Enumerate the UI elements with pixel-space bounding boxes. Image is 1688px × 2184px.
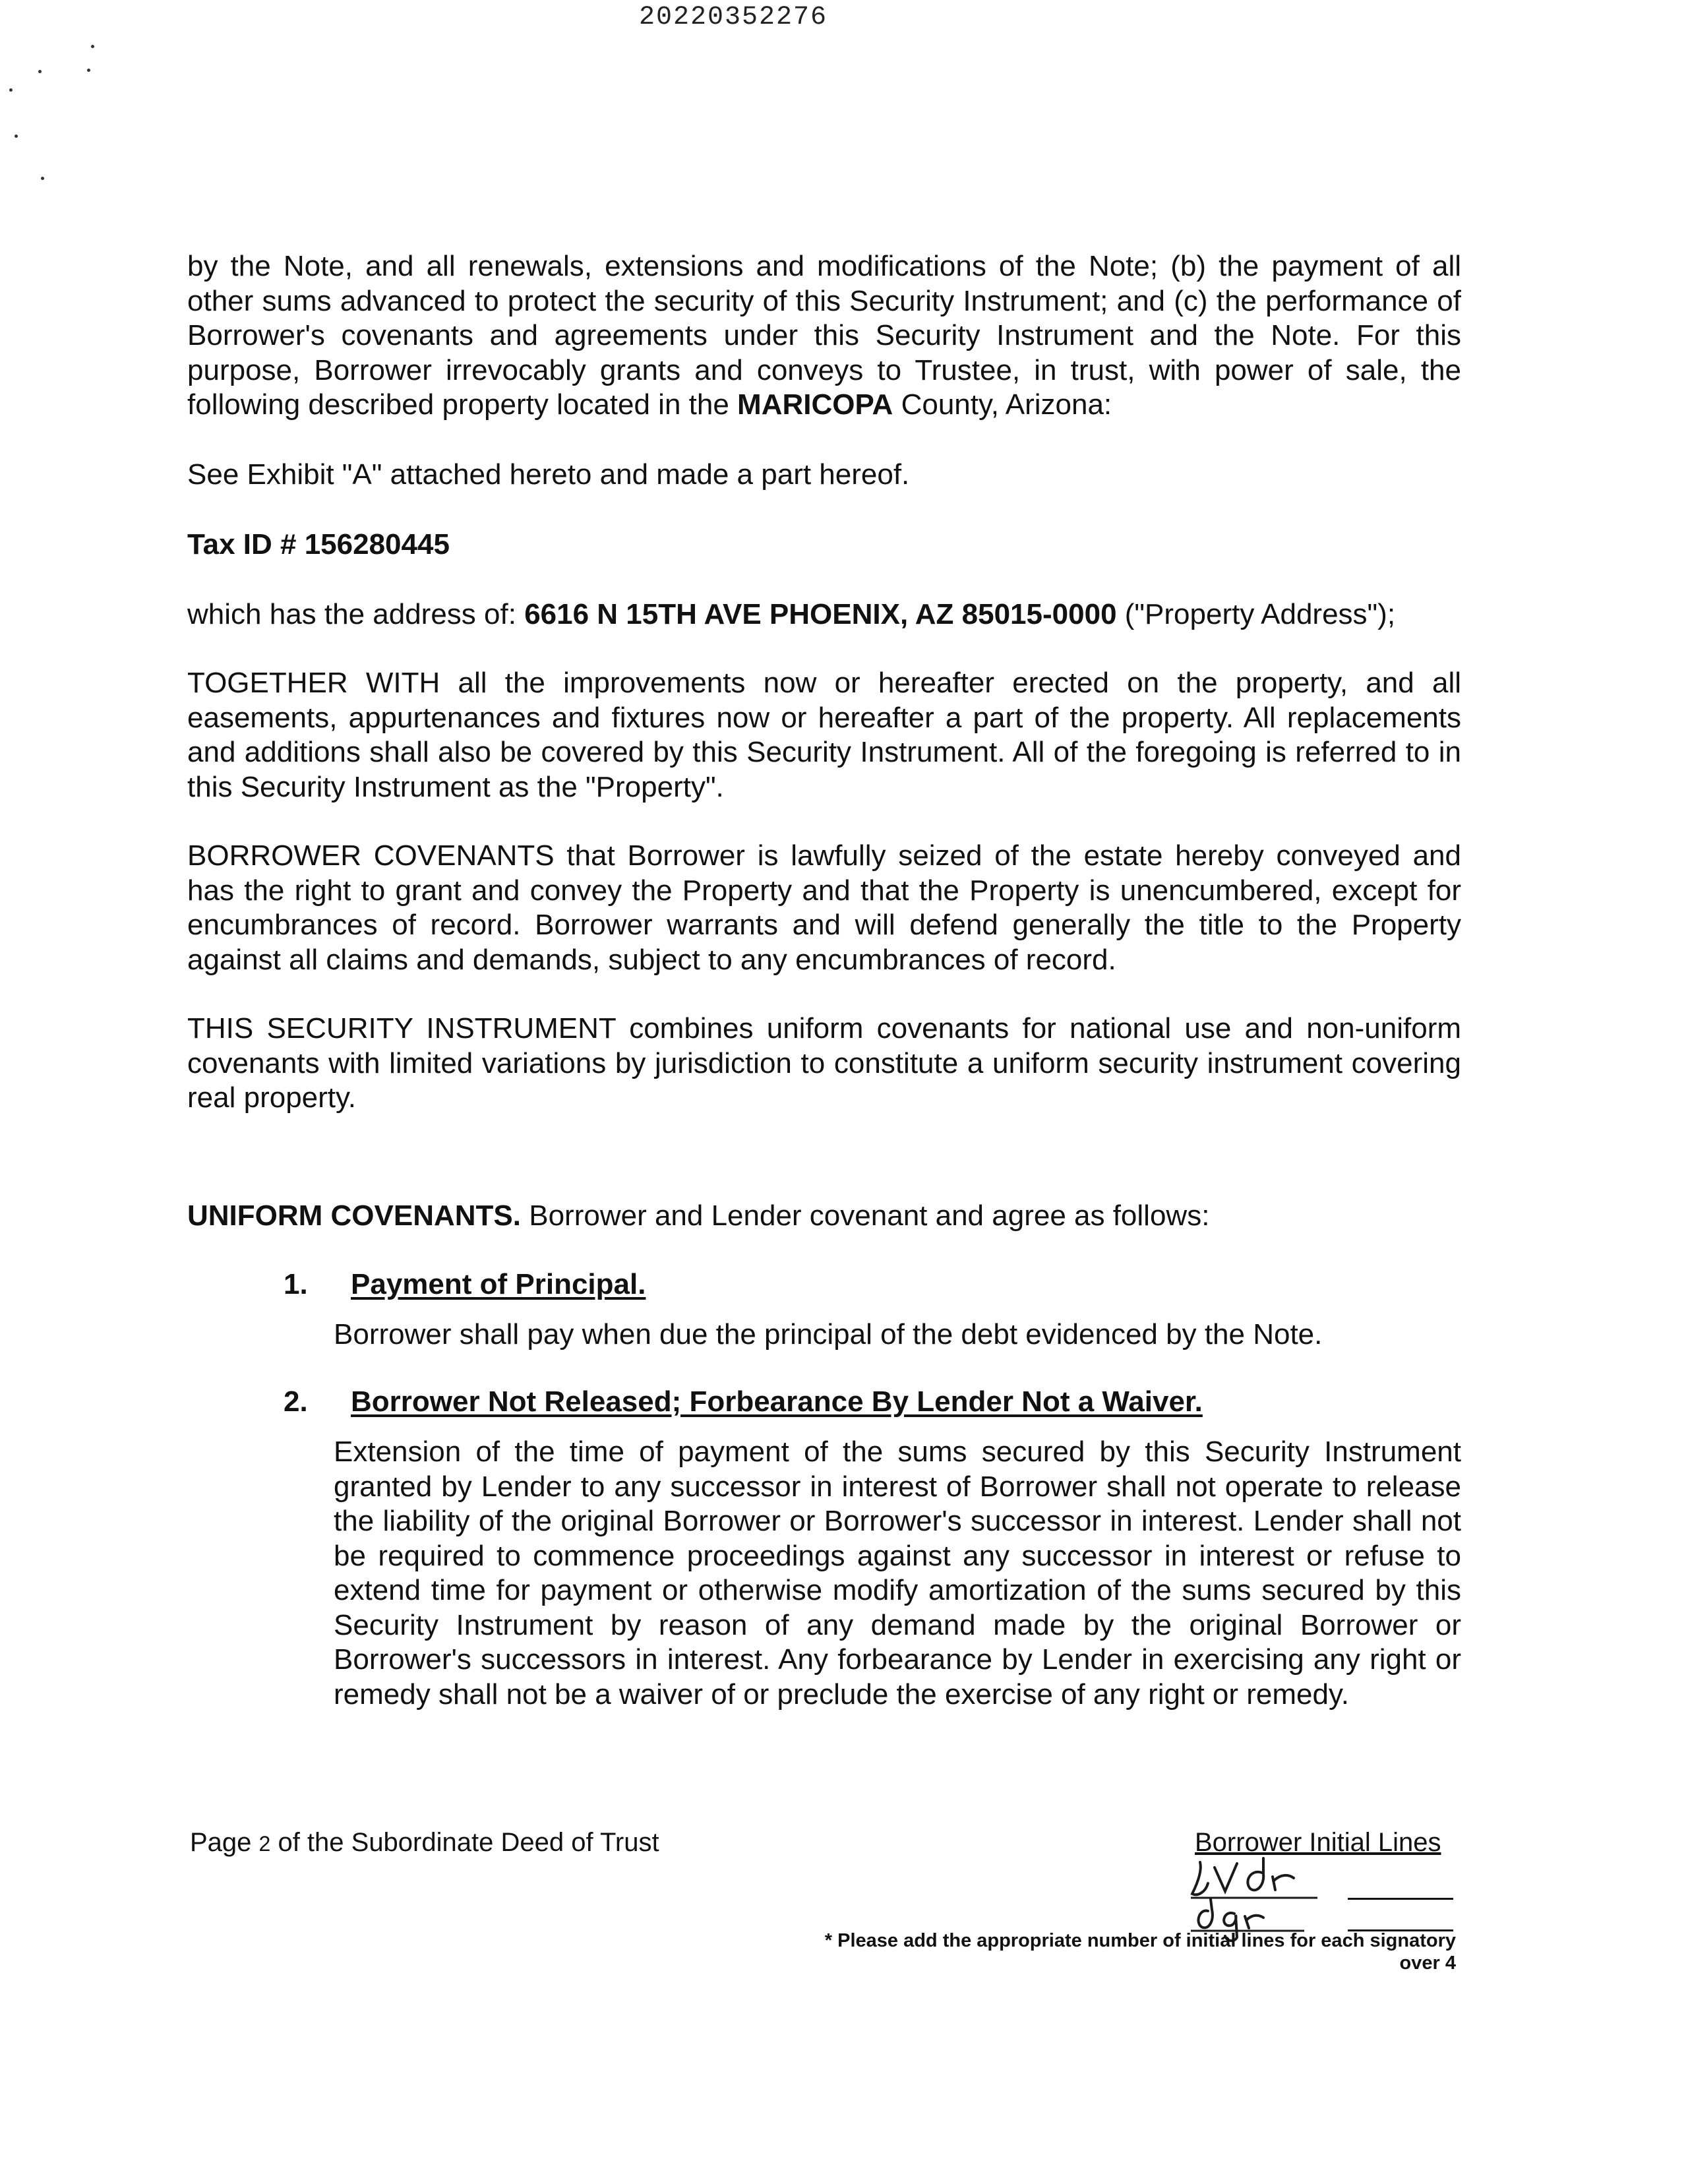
uniform-covenants-text: Borrower and Lender covenant and agree as follows: — [521, 1199, 1210, 1232]
page-footer — [190, 1828, 659, 1858]
initials-note-line-1: * Please add the appropriate number of initial lines for each signatory — [824, 1930, 1456, 1951]
initials-note-line-2: over 4 — [1399, 1953, 1456, 1974]
address-suffix: ("Property Address"); — [1116, 598, 1396, 630]
initials-title: Borrower Initial Lines — [1195, 1828, 1441, 1857]
paragraph-borrower-covenants: BORROWER COVENANTS that Borrower is lawfully seized of the estate hereby conveyed and has the right to grant and convey the Property and that the Property is unencumbered, except for encumbrances of record. Borrower warrants and will defend generally the title to the Property against all claims and demands, subject to any encumbrances of record. — [187, 839, 1461, 976]
exhibit-reference: See Exhibit "A" attached hereto and made a part hereof. — [187, 458, 910, 491]
address-prefix: which has the address of: — [187, 598, 525, 630]
section-1-number: 1. — [284, 1268, 308, 1300]
initials-note — [825, 1929, 1456, 1974]
section-2-text: Extension of the time of payment of the sums secured by this Security Instrument granted by Lender to any successor in interest of Borrower shall not operate to release the liability of the original Borrower or Borrower's successor in interest. Lender shall not be required to commence proceedings against any successor in interest or refuse to extend time for payment or otherwise modify amortization of the sums secured by this Security Instrument by reason of any demand made by the original Borrower or Borrower's successors in interest. Any forbearance by Lender in exercising any right or remedy shall not be a waiver of or preclude the exercise of any right or remedy. — [334, 1436, 1461, 1711]
p1-text-a: by the Note, and all renewals, extensions and modifications of the Note; (b) the payment of all other sums advanced to protect the security of this Security Instrument; and (c) the performance of Borrower's covenants and agreements under this Security Instrument and the Note. For this purpose, Borrower irrevocably grants and conveys to Trustee, in trust, with power of sale, the following described property located in the — [187, 250, 1461, 421]
section-1-heading: Payment of Principal. — [351, 1268, 646, 1300]
tax-id: Tax ID # 156280445 — [187, 528, 450, 561]
property-address: 6616 N 15TH AVE PHOENIX, AZ 85015-0000 — [524, 598, 1117, 630]
p1-text-b: County, Arizona: — [893, 388, 1112, 421]
initial-line-1b — [1348, 1898, 1453, 1900]
footer-page-prefix: Page — [190, 1828, 259, 1857]
section-2-number: 2. — [284, 1385, 308, 1418]
section-2-heading: Borrower Not Released; Forbearance By Lender Not a Waiver. — [351, 1385, 1203, 1418]
paragraph-secured-obligations — [187, 249, 1461, 423]
paragraph-together-with: TOGETHER WITH all the improvements now or hereafter erected on the property, and all easements, appurtenances and fixtures now or hereafter a part of the property. All replacements and additions shall also be covered by this Security Instrument. All of the foregoing is referred to in this Security Instrument as the "Property". — [187, 667, 1461, 803]
property-address-line — [187, 597, 1395, 632]
uniform-covenants-title: UNIFORM COVENANTS. — [187, 1199, 521, 1232]
paragraph-security-instrument: THIS SECURITY INSTRUMENT combines uniform covenants for national use and non-uniform covenants with limited variations by jurisdiction to constitute a uniform security instrument covering real property. — [187, 1012, 1461, 1114]
county-name: MARICOPA — [737, 388, 893, 421]
uniform-covenants-line — [187, 1199, 1209, 1234]
footer-page-suffix: of the Subordinate Deed of Trust — [270, 1828, 659, 1857]
document-number: 20220352276 — [638, 3, 828, 32]
section-1-text: Borrower shall pay when due the principal of the debt evidenced by the Note. — [334, 1318, 1323, 1350]
footer-page-number: 2 — [258, 1832, 271, 1856]
